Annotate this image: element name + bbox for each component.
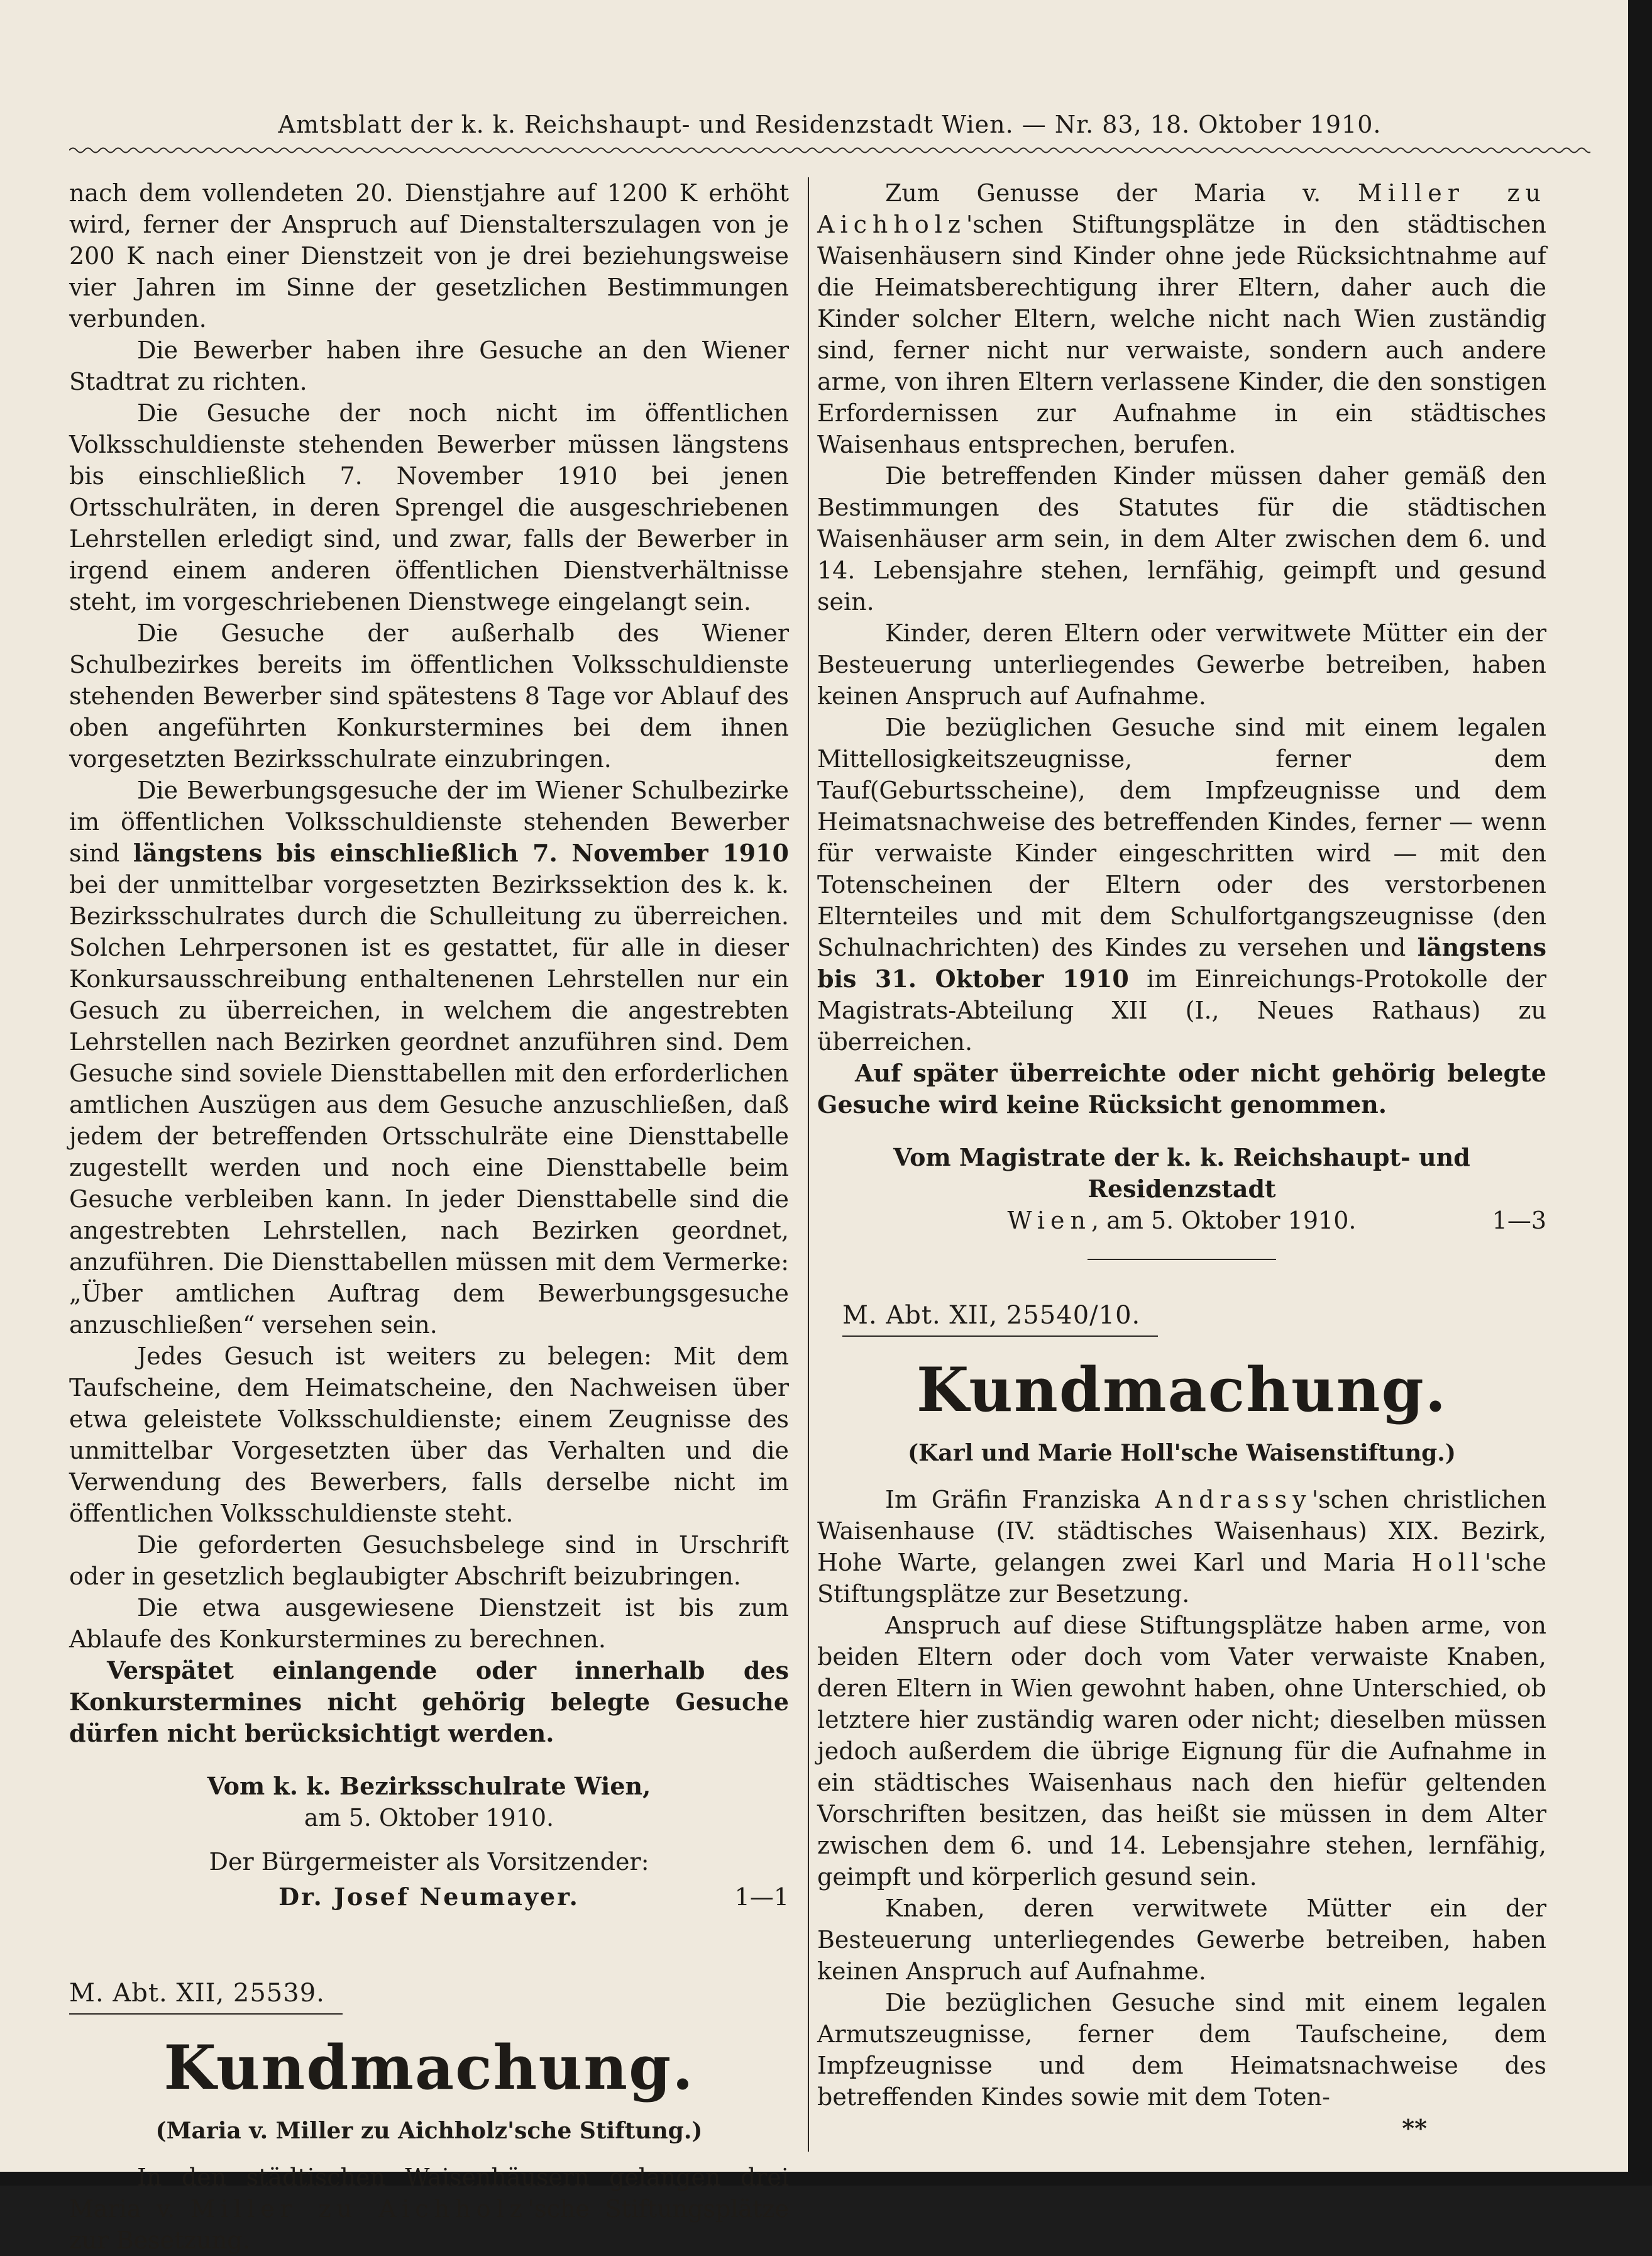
right-signature-date-line [817,1205,1546,1236]
left-signature-date: am 5. Oktober 1910. [304,1804,554,1832]
page-header [75,106,1584,143]
left-notice-bold: Verspätet einlangende oder innerhalb des Konkurstermines nicht gehörig belegte Gesuche dürfen nicht berücksichtigt werden. [69,1656,789,1747]
left-paragraph-10-start: In den städtischen Waisenhäusern gelangen drei Maria v. [69,2164,789,2223]
left-signature-number: 1—1 [734,1883,789,1911]
right-spaced-name-andrassy: Andrassy [1155,1486,1312,1513]
left-signature-authority: Vom k. k. Bezirksschulrate Wien, [207,1772,651,1800]
left-signature-role: Der Bürgermeister als Vorsitzender: [209,1848,649,1876]
right-signature-number: 1—3 [1492,1207,1546,1234]
left-spaced-name: Miller zu Aichholz [190,2195,528,2223]
right-paragraph-1-start: Zum Genusse der Maria v. [885,179,1358,207]
left-paragraph-6: Jedes Gesuch ist weiters zu belegen: Mit dem Taufscheine, dem Heimatscheine, den Nachweisen über etwa geleistete Volksschuldienste; einem Zeugnisse des unmittelbar Vorgesetzten über das Verhalten und die Verwendung des Bewerbers, falls derselbe nicht im öffentlichen Volksschuldienste steht. [69,1342,789,1527]
right-paragraph-7: Anspruch auf diese Stiftungsplätze haben arme, von beiden Eltern oder doch vom Vater verwaiste Knaben, deren Eltern in Wien gewohnt haben, ohne Unterschied, ob letztere hier zuständig waren oder nicht; dieselben müssen jedoch außerdem die übrige Eignung für die Aufnahme in ein städtisches Waisenhaus nach den hiefür geltenden Vorschriften besitzen, das heißt sie müssen in dem Alter zwischen dem 6. und 14. Lebensjahre stehen, lernfähig, geimpft und körperlich gesund sein. [817,1612,1546,1891]
right-paragraph-6-c: 'schen christlichen Waisenhause (IV. städtisches Waisenhaus) XIX. Bezirk, Hohe Warte, gelangen zwei Karl und Maria [817,1486,1546,1576]
right-paragraph-6 [817,1484,1546,1610]
right-signature-authority: Vom Magistrate der k. k. Reichshaupt- und Residenzstadt [893,1143,1470,1203]
left-paragraph-4: Die Gesuche der außerhalb des Wiener Schulbezirkes bereits im öffentlichen Volksschuldienste stehenden Bewerber sind spätestens 8 Tage vor Ablauf des oben angeführten Konkurstermines bei dem ihnen vorgesetzten Bezirksschulrate einzubringen. [69,619,789,773]
left-paragraph-10 [69,2162,789,2256]
left-signature-name-line [69,1881,789,1913]
right-paragraph-3: Kinder, deren Eltern oder verwitwete Mütter ein der Besteuerung unterliegendes Gewerbe betreiben, haben keinen Anspruch auf Aufnahme. [817,619,1546,710]
header-wavy-rule [69,145,1590,156]
right-paragraph-4 [817,712,1546,1058]
left-paragraph-2: Die Bewerber haben ihre Gesuche an den Wiener Stadtrat zu richten. [69,336,789,395]
right-column [817,177,1546,2144]
right-paragraph-9: Die bezüglichen Gesuche sind mit einem legalen Armutszeugnisse, ferner dem Taufscheine, dem Impfzeugnisse und dem Heimatsnachweise des betreffenden Kindes sowie mit dem Toten- [817,1989,1546,2111]
right-kundmachung-subtitle: (Karl und Marie Holl'sche Waisenstiftung.) [908,1440,1456,1466]
left-paragraph-10-end: 'sche Stiftungsplätze zur Besetzung. [69,2195,789,2254]
right-signature-city: Wien [1007,1207,1092,1234]
right-signature-date [911,1205,1452,1236]
header-title: Amtsblatt der k. k. Reichshaupt- und Residenzstadt Wien. — Nr. 83, 18. Oktober 1910. [278,111,1382,138]
right-paragraph-6-e: 'sche Stiftungsplätze zur Besetzung. [817,1549,1546,1608]
left-kundmachung-title: Kundmachung. [163,2032,695,2103]
left-paragraph-5-end: bei der unmittelbar vorgesetzten Bezirkssektion des k. k. Bezirksschulrates durch die Schulleitung zu überreichen. Solchen Lehrpersonen ist es gestattet, für alle in dieser Konkursausschreibung enthaltenenen Lehrstellen nur ein Gesuch zu überreichen, in welchem die angestrebten Lehrstellen nach Bezirken geordnet anzuführen sind. Dem Gesuche sind soviele Diensttabellen mit den erforderlichen amtlichen Auszügen aus dem Gesuche anzuschließen, daß jedem der betreffenden Ortsschulräte eine Diensttabelle zugestellt werden und noch eine Diensttabelle beim Gesuche verbleiben kann. In jeder Diensttabelle sind die angestrebten Lehrstellen, nach Bezirken geordnet, anzuführen. Die Diensttabellen müssen mit dem Vermerke: „Über amtlichen Auftrag dem Bewerbungsgesuche anzuschließen“ versehen sein. [69,871,789,1339]
left-paragraph-5 [69,775,789,1341]
right-kundmachung-title: Kundmachung. [916,1354,1448,1425]
column-divider [808,177,809,2152]
right-paragraph-4-end: im Einreichungs-Protokolle der Magistrats-Abteilung XII (I., Neues Rathaus) zu überreichen. [817,965,1546,1056]
right-signature-date-text: , am 5. Oktober 1910. [1091,1207,1357,1234]
right-notice-bold: Auf später überreichte oder nicht gehörig belegte Gesuche wird keine Rücksicht genommen. [817,1059,1546,1119]
left-signature-name: Dr. Josef Neumayer. [278,1883,580,1911]
left-column [69,177,789,2256]
right-paragraph-2: Die betreffenden Kinder müssen daher gemäß den Bestimmungen des Statutes für die städtischen Waisenhäuser arm sein, in dem Alter zwischen dem 6. und 14. Lebensjahre stehen, lernfähig, geimpft und gesund sein. [817,462,1546,616]
right-spaced-name-holl: Holl [1411,1549,1485,1576]
left-paragraph-1: nach dem vollendeten 20. Dienstjahre auf 1200 K erhöht wird, ferner der Anspruch auf Dienstalterszulagen von je 200 K nach einer Dienstzeit von je drei beziehungsweise vier Jahren im Sinne der gesetzlichen Bestimmungen verbunden. [69,179,789,333]
right-paragraph-6-a: Im Gräfin Franziska [885,1486,1155,1513]
left-reference-number: M. Abt. XII, 25539. [69,1976,343,2015]
left-paragraph-5-start: Die Bewerbungsgesuche der im Wiener Schulbezirke im öffentlichen Volksschuldienste stehenden Bewerber sind [69,777,789,867]
continuation-marker: ** [1402,2114,1427,2142]
right-section-rule [1088,1259,1276,1260]
right-deadline-emphasis: längstens bis 31. Oktober 1910 [817,933,1546,993]
right-paragraph-8: Knaben, deren verwitwete Mütter ein der Besteuerung unterliegendes Gewerbe betreiben, haben keinen Anspruch auf Aufnahme. [817,1894,1546,1985]
left-paragraph-3: Die Gesuche der noch nicht im öffentlichen Volksschuldienste stehenden Bewerber müssen längstens bis einschließlich 7. November 1910 bei jenen Ortsschulräten, in deren Sprengel die ausgeschriebenen Lehrstellen erledigt sind, und zwar, falls der Bewerber in irgend einem anderen öffentlichen Dienstverhältnisse steht, im vorgeschriebenen Dienstwege eingelangt sein. [69,399,789,616]
left-paragraph-7: Die geforderten Gesuchsbelege sind in Urschrift oder in gesetzlich beglaubigter Abschrift beizubringen. [69,1531,789,1590]
right-paragraph-4-start: Die bezüglichen Gesuche sind mit einem legalen Mittellosigkeitszeugnisse, ferner dem Tauf(Geburtsscheine), dem Impfzeugnisse und dem Heimatsnachweise des betreffenden Kindes, ferner — wenn für verwaiste Kinder eingeschritten wird — mit den Totenscheinen der Eltern oder des verstorbenen Elternteiles und mit dem Schulfortgangszeugnisse (den Schulnachrichten) des Kindes zu versehen und [817,714,1546,961]
right-paragraph-1 [817,177,1546,460]
right-spaced-name: Miller zu Aichholz [817,179,1546,238]
right-paragraph-1-end: 'schen Stiftungsplätze in den städtischen Waisenhäusern sind Kinder ohne jede Rücksichtnahme auf die Heimatsberechtigung ihrer Eltern, daher auch die Kinder solcher Eltern, welche nicht nach Wien zuständig sind, ferner nicht nur verwaiste, sondern auch andere arme, von ihren Eltern verlassene Kinder, die den sonstigen Erfordernissen zur Aufnahme in ein städtisches Waisenhaus entsprechen, berufen. [817,211,1546,458]
left-paragraph-8: Die etwa ausgewiesene Dienstzeit ist bis zum Ablaufe des Konkurstermines zu berechnen. [69,1594,789,1653]
left-deadline-emphasis: längstens bis einschließlich 7. November 1910 [133,839,789,867]
left-kundmachung-subtitle: (Maria v. Miller zu Aichholz'sche Stiftung.) [155,2118,703,2144]
right-reference-number: M. Abt. XII, 25540/10. [842,1298,1158,1337]
